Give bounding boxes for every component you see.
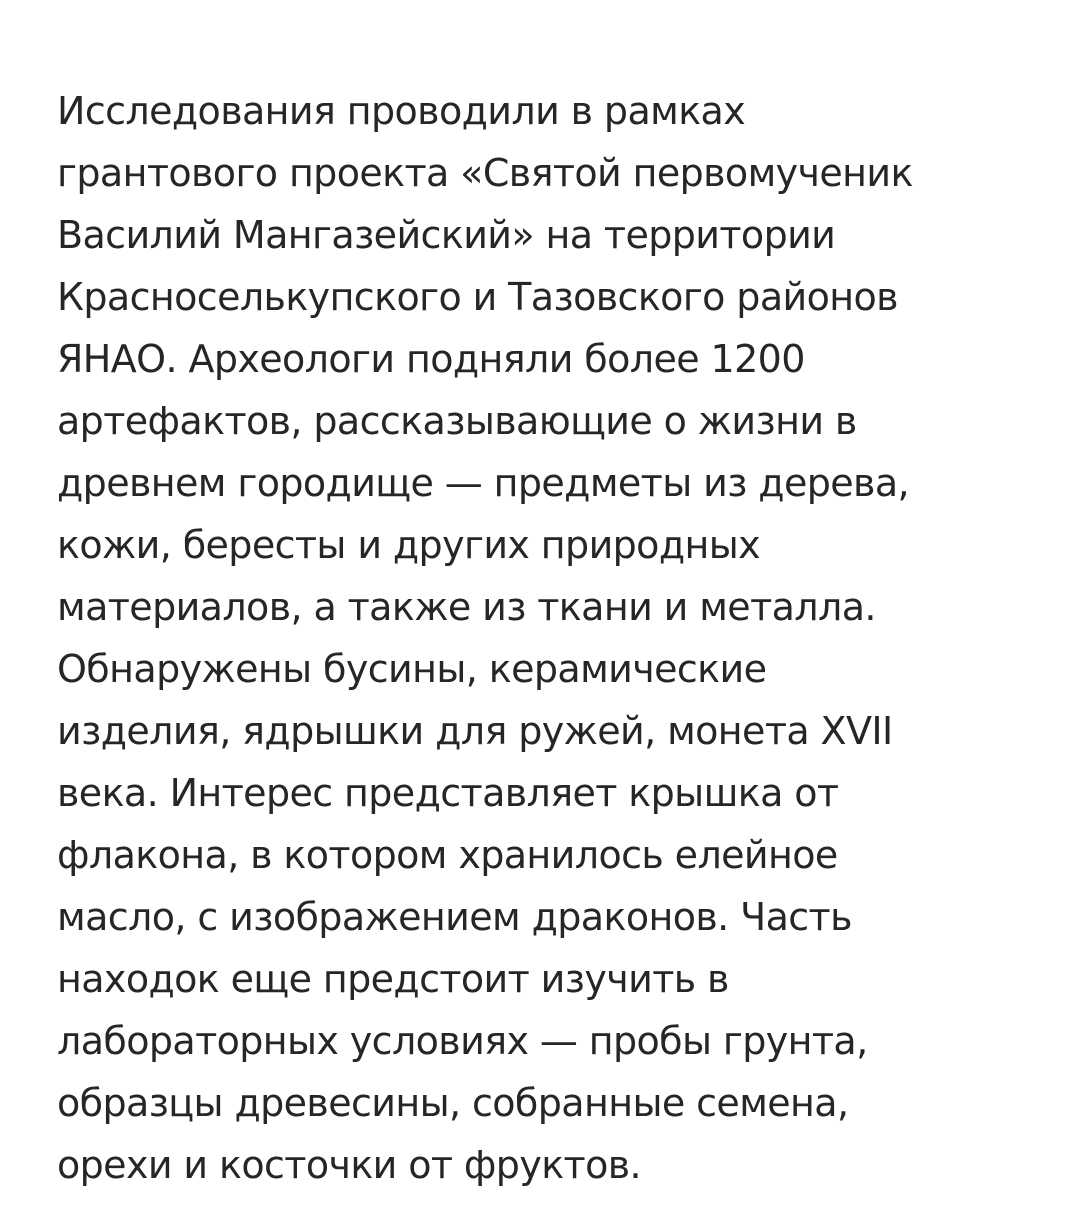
- text-line: Обнаружены бусины, керамические: [57, 647, 767, 691]
- text-line: артефактов, рассказывающие о жизни в: [57, 399, 857, 443]
- text-line: изделия, ядрышки для ружей, монета XVII: [57, 709, 893, 753]
- text-line: древнем городище — предметы из дерева,: [57, 461, 909, 505]
- text-line: лабораторных условиях — пробы грунта,: [57, 1019, 868, 1063]
- text-line: Василий Мангазейский» на территории: [57, 213, 836, 257]
- article-body: [57, 80, 1057, 1196]
- text-line: образцы древесины, собранные семена,: [57, 1081, 849, 1125]
- text-line: ЯНАО. Археологи подняли более 1200: [57, 337, 805, 381]
- text-line: материалов, а также из ткани и металла.: [57, 585, 876, 629]
- text-line: Исследования проводили в рамках: [57, 89, 746, 133]
- text-line: орехи и косточки от фруктов.: [57, 1143, 642, 1187]
- text-line: грантового проекта «Святой первомученик: [57, 151, 913, 195]
- text-line: кожи, бересты и других природных: [57, 523, 761, 567]
- text-line: масло, с изображением драконов. Часть: [57, 895, 852, 939]
- text-line: флакона, в котором хранилось елейное: [57, 833, 838, 877]
- text-line: находок еще предстоит изучить в: [57, 957, 729, 1001]
- text-line: Красноселькупского и Тазовского районов: [57, 275, 898, 319]
- text-line: века. Интерес представляет крышка от: [57, 771, 839, 815]
